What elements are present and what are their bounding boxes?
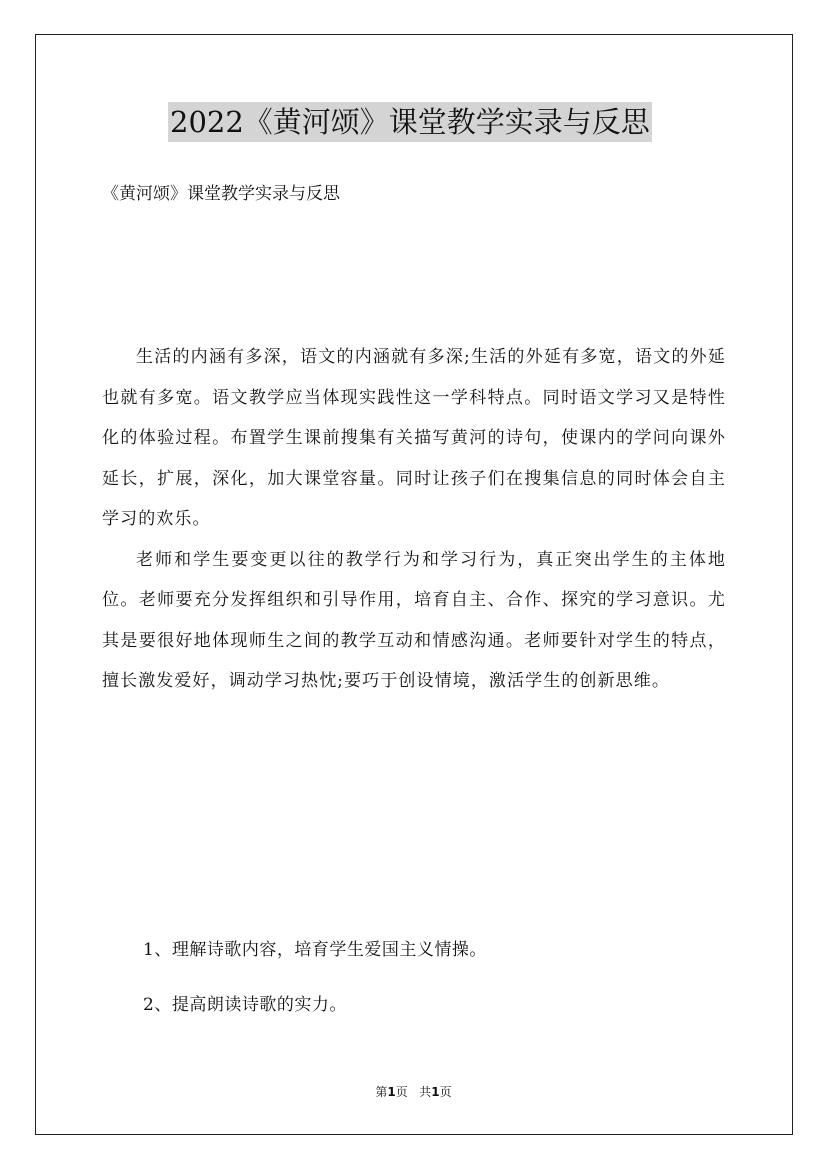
objective-list-item: 2、提高朗读诗歌的实力。 — [143, 995, 347, 1015]
page-label-suffix: 页 — [395, 1085, 408, 1099]
total-label-prefix: 共 — [419, 1085, 432, 1099]
document-subtitle: 《黄河颂》课堂教学实录与反思 — [102, 184, 340, 204]
document-body — [102, 337, 726, 702]
page-label-prefix: 第 — [375, 1085, 388, 1099]
page-footer — [0, 1083, 827, 1101]
body-paragraph: 生活的内涵有多深，语文的内涵就有多深;生活的外延有多宽，语文的外延也就有多宽。语文教学应当体现实践性这一学科特点。同时语文学习又是特性化的体验过程。布置学生课前搜集有关描写黄河的诗句，使课内的学问向课外延长，扩展，深化，加大课堂容量。同时让孩子们在搜集信息的同时体会自主学习的欢乐。 — [102, 347, 726, 529]
total-pages: 1 — [431, 1085, 440, 1099]
objective-list-item: 1、理解诗歌内容，培育学生爱国主义情操。 — [143, 940, 487, 960]
body-paragraph: 老师和学生要变更以往的教学行为和学习行为，真正突出学生的主体地位。老师要充分发挥组织和引导作用，培育自主、合作、探究的学习意识。尤其是要很好地体现师生之间的教学互动和情感沟通。老师要针对学生的特点，擅长激发爱好，调动学习热忱;要巧于创设情境，激活学生的创新思维。 — [102, 549, 726, 691]
total-label-suffix: 页 — [439, 1085, 452, 1099]
document-title: 2022《黄河颂》课堂教学实录与反思 — [168, 102, 652, 142]
page-number: 1 — [387, 1085, 396, 1099]
